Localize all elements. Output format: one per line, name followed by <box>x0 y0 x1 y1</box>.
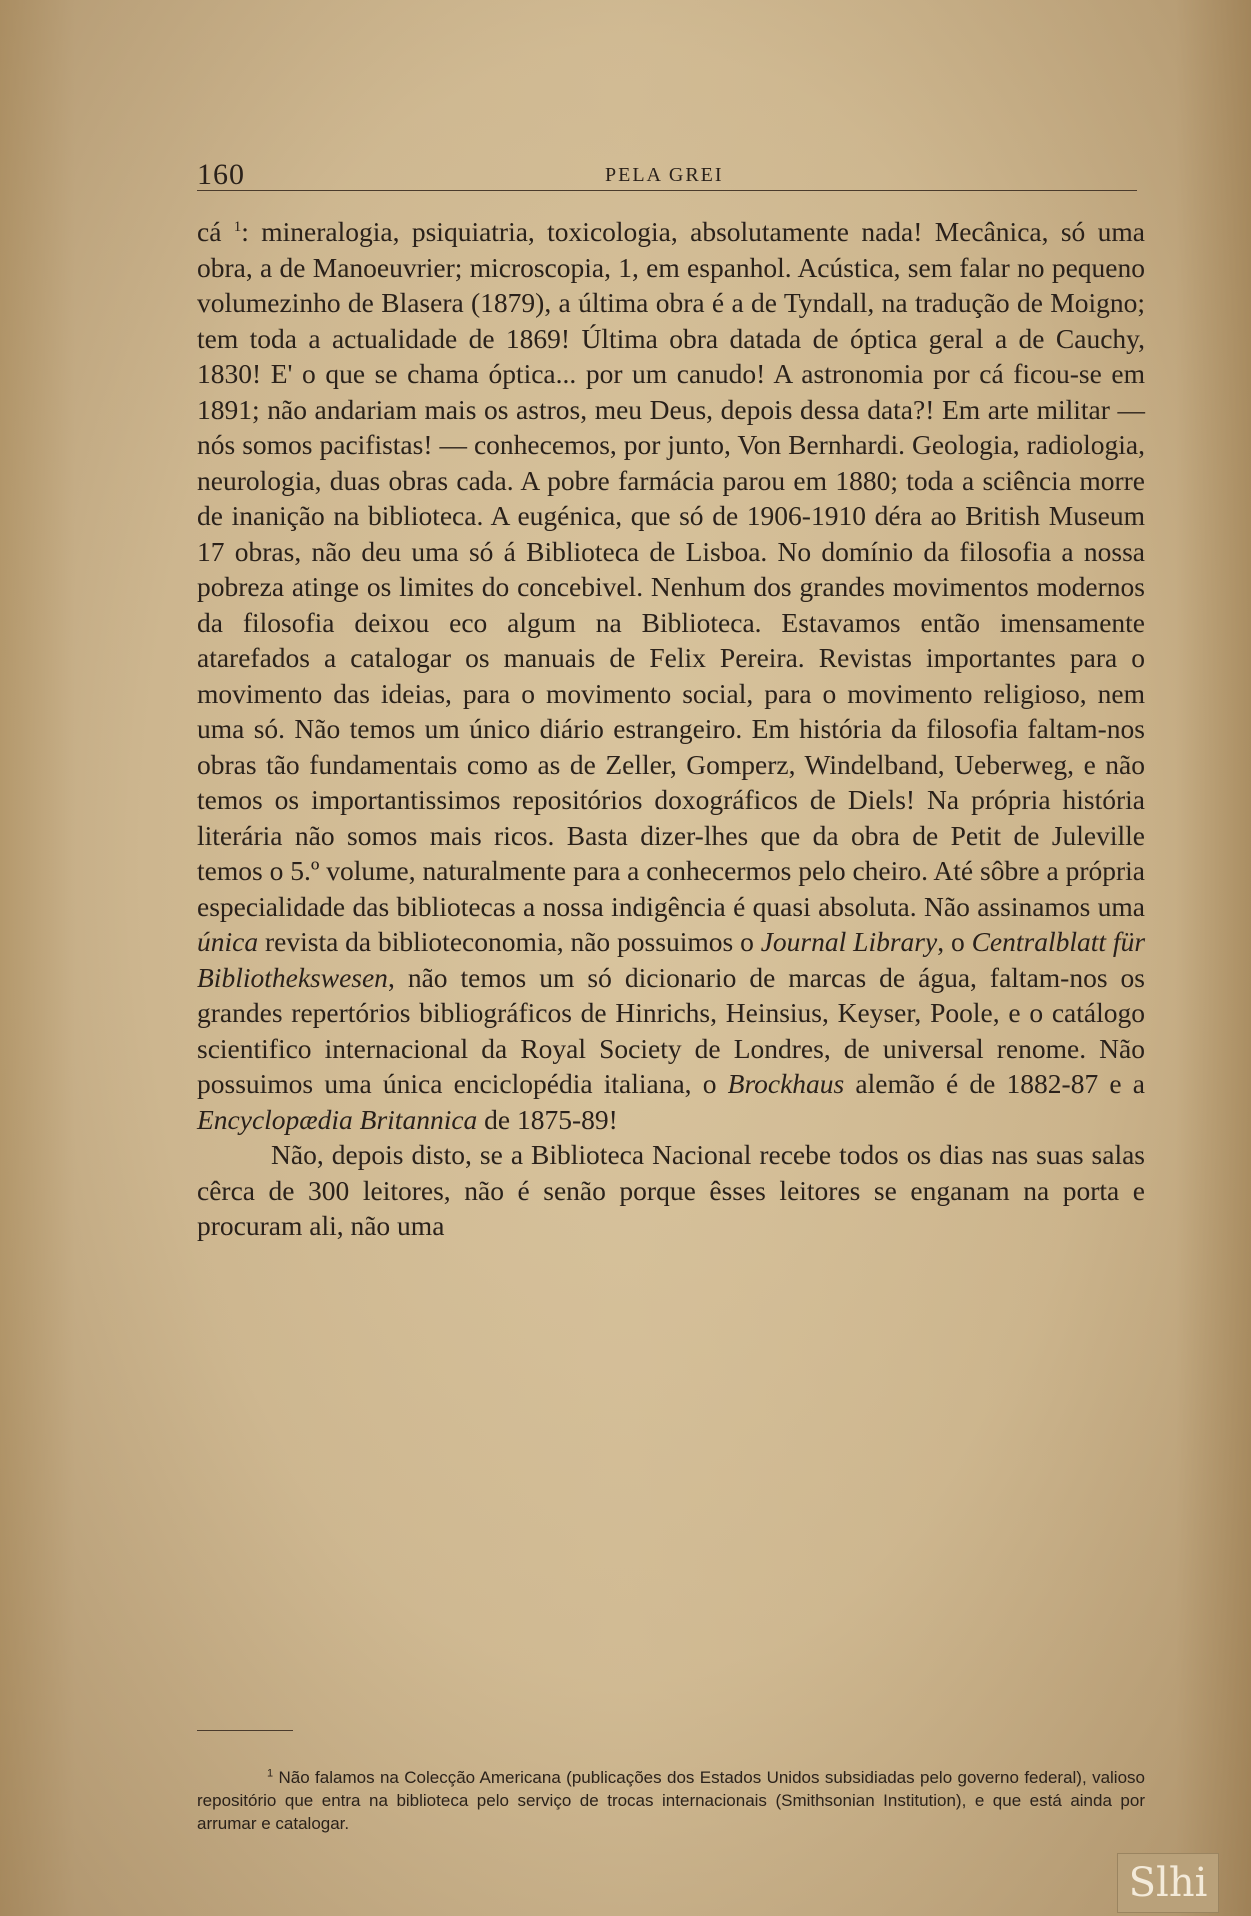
running-head: PELA GREI <box>605 164 724 186</box>
text-run: : mineralogia, psiquiatria, toxicologia, absolutamente nada! Mecânica, só uma obra, a de Manoeuvrier; microscopia, 1, em espanhol. Acústica, sem falar no pequeno volumezinho de Blasera (1879), a última obra é a de Tyndall, na tradução de Moigno; tem toda a actualidade de 1869! Última obra datada de óptica geral a de Cauchy, 1830! E' o que se chama óptica... por um canudo! A astronomia por cá ficou-se em 1891; não andariam mais os astros, meu Deus, depois dessa data?! Em arte militar — nós somos pacifistas! — conhecemos, por junto, Von Bernhardi. Geologia, radiologia, neurologia, duas obras cada. A pobre farmácia parou em 1880; toda a sciência morre de inanição na biblioteca. A eugénica, que só de 1906-1910 déra ao British Museum 17 obras, não deu uma só á Biblioteca de Lisboa. No domínio da filosofia a nossa pobreza atinge os limites do concebivel. Nenhum dos grandes movimentos modernos da filosofia deixou eco algum na Biblioteca. Estavamos então imensamente atarefados a catalogar os manuais de Felix Pereira. Revistas importantes para o movimento das ideias, para o movimento social, para o movimento religioso, nem uma só. Não temos um único diário estrangeiro. Em história da filosofia faltam-nos obras tão fundamentais como as de Zeller, Gomperz, Windelband, Ueberweg, e não temos os importantissimos repositórios doxográficos de Diels! Na própria história literária não somos mais ricos. Basta dizer-lhes que da obra de Petit de Juleville temos o 5.º volume, naturalmente para a conhecermos pelo cheiro. Até sôbre a própria especialidade das bibliotecas a nossa indigência é quasi absoluta. Não assinamos uma <box>197 216 1146 922</box>
italic-text: única <box>197 926 259 957</box>
paragraph-2: Não, depois disto, se a Biblioteca Nacional recebe todos os dias nas suas salas cêrca de 300 leitores, não é senão porque êsses leitores se enganam na porta e procuram ali, não uma <box>197 1139 1145 1241</box>
body-text <box>197 214 1145 1244</box>
text-run: , o <box>937 926 972 957</box>
text-run: , não temos um só dicionario de marcas de água, faltam-nos os grandes repertórios bibliográficos de Hinrichs, Heinsius, Keyser, Poole, e o catálogo scientifico internacional da Royal Society de Londres, de universal renome. Não possuimos uma única enciclopédia italiana, o <box>197 961 1145 1099</box>
italic-text: Brockhaus <box>727 1068 845 1099</box>
italic-text: Encyclopædia Britannica <box>197 1103 478 1135</box>
italic-text: Journal Library <box>760 926 938 957</box>
footnote-reference: 1 <box>233 218 242 235</box>
paragraph-1 <box>197 214 1145 1137</box>
page-number: 160 <box>197 158 245 191</box>
footnote-rule <box>197 1730 293 1731</box>
footnote-text: Não falamos na Colecção Americana (publicações dos Estados Unidos subsidiadas pelo governo federal), valioso repositório que entra na biblioteca pelo serviço de trocas internacionais (Smithsonian Institution), e que está ainda por arrumar e catalogar. <box>197 1768 1145 1833</box>
text-run: revista da biblioteconomia, não possuimos o <box>258 926 761 957</box>
text-run: cá <box>197 216 234 247</box>
footnote-marker: 1 <box>267 1767 274 1780</box>
library-stamp: Slhi <box>1117 1853 1219 1913</box>
text-run: alemão é de 1882-87 e a <box>844 1068 1145 1099</box>
page-header <box>197 158 1137 192</box>
header-rule <box>197 190 1137 191</box>
italic-text: Centralblatt für Bibliothekswesen <box>197 926 1146 993</box>
text-run: de 1875-89! <box>477 1103 618 1135</box>
footnote <box>197 1766 1145 1835</box>
